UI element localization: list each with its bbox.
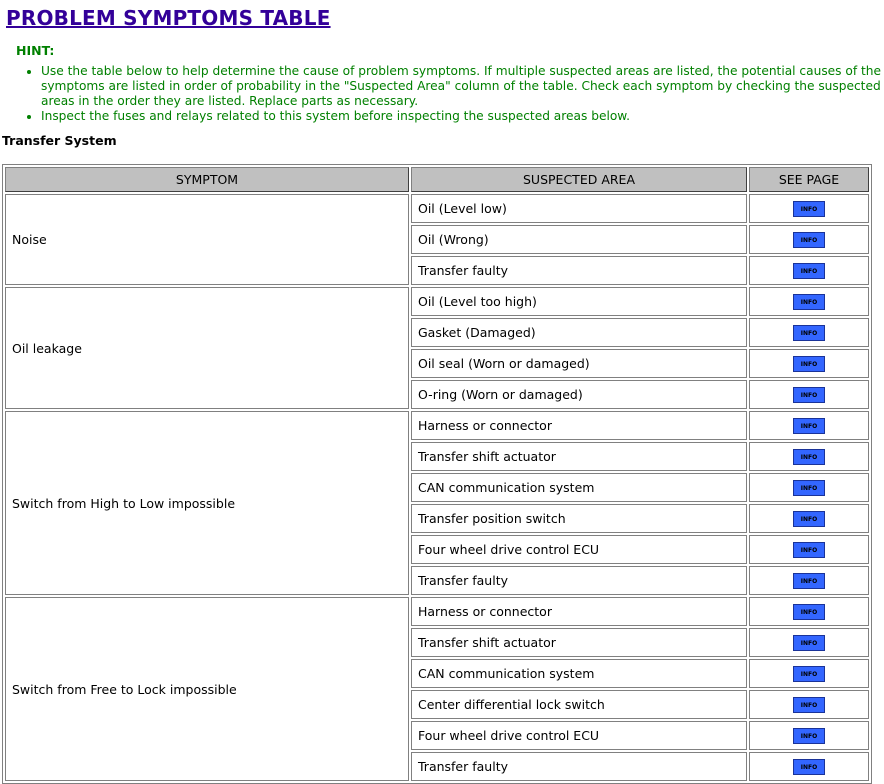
table-row xyxy=(5,287,869,316)
see-page-cell xyxy=(749,504,869,533)
suspected-area-cell: Oil (Wrong) xyxy=(411,225,747,254)
symptom-cell: Switch from Free to Lock impossible xyxy=(5,597,409,781)
table-row xyxy=(5,411,869,440)
see-page-cell xyxy=(749,690,869,719)
see-page-cell xyxy=(749,535,869,564)
suspected-area-cell: Transfer faulty xyxy=(411,752,747,781)
see-page-cell xyxy=(749,442,869,471)
suspected-area-cell: Oil (Level too high) xyxy=(411,287,747,316)
info-button[interactable]: INFO xyxy=(793,356,825,372)
suspected-area-cell: Harness or connector xyxy=(411,597,747,626)
info-button[interactable]: INFO xyxy=(793,201,825,217)
suspected-area-cell: Transfer shift actuator xyxy=(411,442,747,471)
hint-list xyxy=(24,64,882,124)
table-header-row xyxy=(5,167,869,192)
info-button[interactable]: INFO xyxy=(793,573,825,589)
header-suspected-area: SUSPECTED AREA xyxy=(411,167,747,192)
see-page-cell xyxy=(749,628,869,657)
header-see-page: SEE PAGE xyxy=(749,167,869,192)
hint-label: HINT: xyxy=(16,43,55,58)
suspected-area-cell: Oil (Level low) xyxy=(411,194,747,223)
section-heading: Transfer System xyxy=(2,133,117,148)
info-button[interactable]: INFO xyxy=(793,604,825,620)
hint-item: • Inspect the fuses and relays related to this system before inspecting the suspected areas below. xyxy=(41,109,882,124)
page-title: PROBLEM SYMPTOMS TABLE xyxy=(6,6,331,30)
info-button[interactable]: INFO xyxy=(793,759,825,775)
see-page-cell xyxy=(749,287,869,316)
problem-symptoms-table xyxy=(2,164,872,784)
see-page-cell xyxy=(749,349,869,378)
see-page-cell xyxy=(749,752,869,781)
suspected-area-cell: Transfer position switch xyxy=(411,504,747,533)
table-row xyxy=(5,194,869,223)
see-page-cell xyxy=(749,721,869,750)
info-button[interactable]: INFO xyxy=(793,635,825,651)
see-page-cell xyxy=(749,659,869,688)
suspected-area-cell: Center differential lock switch xyxy=(411,690,747,719)
suspected-area-cell: Harness or connector xyxy=(411,411,747,440)
info-button[interactable]: INFO xyxy=(793,294,825,310)
info-button[interactable]: INFO xyxy=(793,697,825,713)
info-button[interactable]: INFO xyxy=(793,728,825,744)
header-symptom: SYMPTOM xyxy=(5,167,409,192)
suspected-area-cell: O-ring (Worn or damaged) xyxy=(411,380,747,409)
info-button[interactable]: INFO xyxy=(793,418,825,434)
symptom-cell: Switch from High to Low impossible xyxy=(5,411,409,595)
see-page-cell xyxy=(749,411,869,440)
see-page-cell xyxy=(749,566,869,595)
info-button[interactable]: INFO xyxy=(793,480,825,496)
suspected-area-cell: Four wheel drive control ECU xyxy=(411,721,747,750)
suspected-area-cell: CAN communication system xyxy=(411,473,747,502)
see-page-cell xyxy=(749,597,869,626)
info-button[interactable]: INFO xyxy=(793,263,825,279)
suspected-area-cell: Gasket (Damaged) xyxy=(411,318,747,347)
see-page-cell xyxy=(749,318,869,347)
info-button[interactable]: INFO xyxy=(793,232,825,248)
info-button[interactable]: INFO xyxy=(793,387,825,403)
symptom-cell: Oil leakage xyxy=(5,287,409,409)
suspected-area-cell: CAN communication system xyxy=(411,659,747,688)
table-body xyxy=(5,194,869,781)
hint-item: • Use the table below to help determine the cause of problem symptoms. If multiple suspected areas are listed, the potential causes of the symptoms are listed in order of probability in the "Suspected Area" column of the table. Check each symptom by checking the suspected areas in the order they are listed. Replace parts as necessary. xyxy=(41,64,882,109)
suspected-area-cell: Transfer faulty xyxy=(411,566,747,595)
see-page-cell xyxy=(749,380,869,409)
suspected-area-cell: Four wheel drive control ECU xyxy=(411,535,747,564)
info-button[interactable]: INFO xyxy=(793,511,825,527)
see-page-cell xyxy=(749,194,869,223)
info-button[interactable]: INFO xyxy=(793,325,825,341)
see-page-cell xyxy=(749,225,869,254)
symptom-cell: Noise xyxy=(5,194,409,285)
info-button[interactable]: INFO xyxy=(793,542,825,558)
see-page-cell xyxy=(749,256,869,285)
suspected-area-cell: Oil seal (Worn or damaged) xyxy=(411,349,747,378)
suspected-area-cell: Transfer faulty xyxy=(411,256,747,285)
info-button[interactable]: INFO xyxy=(793,666,825,682)
see-page-cell xyxy=(749,473,869,502)
table-row xyxy=(5,597,869,626)
info-button[interactable]: INFO xyxy=(793,449,825,465)
suspected-area-cell: Transfer shift actuator xyxy=(411,628,747,657)
